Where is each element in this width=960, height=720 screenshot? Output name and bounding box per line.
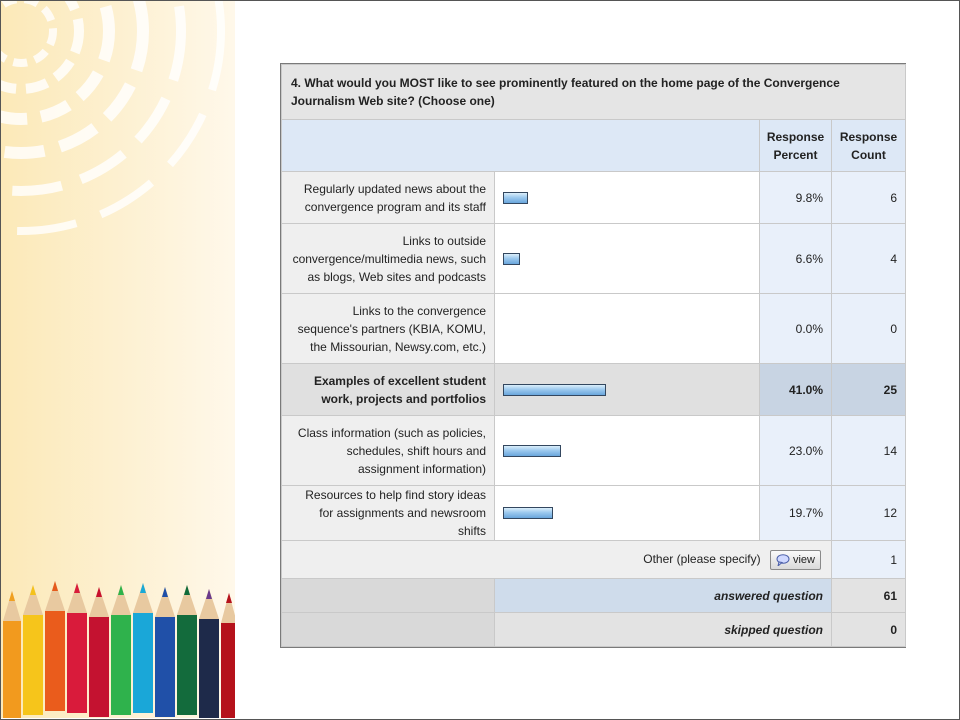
table-row	[282, 224, 906, 294]
response-percent: 6.6%	[760, 224, 832, 294]
response-percent: 0.0%	[760, 294, 832, 364]
response-percent: 9.8%	[760, 172, 832, 224]
other-label: Other (please specify)	[643, 551, 761, 566]
bar-cell	[495, 294, 760, 364]
table-row	[282, 486, 906, 541]
survey-results-panel	[280, 63, 906, 648]
response-bar	[503, 192, 528, 204]
answer-label: Examples of excellent student work, projects and portfolios	[282, 364, 495, 416]
skipped-blank	[282, 613, 495, 647]
response-percent: 41.0%	[760, 364, 832, 416]
skipped-question-value: 0	[832, 613, 906, 647]
response-bar	[503, 384, 606, 396]
bar-cell	[495, 224, 760, 294]
response-count: 25	[832, 364, 906, 416]
answered-question-label: answered question	[495, 579, 832, 613]
bar-cell	[495, 364, 760, 416]
answer-label: Links to the convergence sequence's partners (KBIA, KOMU, the Missourian, Newsy.com, etc.)	[282, 294, 495, 364]
answer-label: Links to outside convergence/multimedia news, such as blogs, Web sites and podcasts	[282, 224, 495, 294]
question-title: 4. What would you MOST like to see prominently featured on the home page of the Convergence Journalism Web site? (Choose one)	[282, 65, 906, 120]
survey-table	[281, 64, 906, 647]
response-count: 4	[832, 224, 906, 294]
answer-rows	[282, 172, 906, 541]
other-count: 1	[832, 541, 906, 579]
response-percent: 23.0%	[760, 416, 832, 486]
answer-label: Resources to help find story ideas for assignments and newsroom shifts	[282, 486, 495, 541]
answer-label: Regularly updated news about the convergence program and its staff	[282, 172, 495, 224]
table-row	[282, 172, 906, 224]
answer-label: Class information (such as policies, schedules, shift hours and assignment information)	[282, 416, 495, 486]
response-bar	[503, 507, 553, 519]
view-button[interactable]	[770, 550, 821, 570]
bar-cell	[495, 172, 760, 224]
table-row	[282, 364, 906, 416]
answered-question-value: 61	[832, 579, 906, 613]
speech-bubble-icon	[776, 554, 790, 566]
response-count: 6	[832, 172, 906, 224]
decorative-sidebar	[1, 1, 235, 718]
response-count: 0	[832, 294, 906, 364]
response-count: 12	[832, 486, 906, 541]
header-response-percent: Response Percent	[760, 120, 832, 172]
header-response-count: Response Count	[832, 120, 906, 172]
response-bar	[503, 445, 561, 457]
view-button-label: view	[792, 553, 815, 566]
bar-cell	[495, 416, 760, 486]
skipped-question-label: skipped question	[495, 613, 832, 647]
pencils	[3, 581, 235, 718]
table-row	[282, 294, 906, 364]
bar-cell	[495, 486, 760, 541]
header-blank	[282, 120, 760, 172]
sidebar-art	[1, 1, 235, 718]
response-count: 14	[832, 416, 906, 486]
other-row	[282, 541, 832, 579]
response-percent: 19.7%	[760, 486, 832, 541]
response-bar	[503, 253, 520, 265]
answered-blank	[282, 579, 495, 613]
table-row	[282, 416, 906, 486]
